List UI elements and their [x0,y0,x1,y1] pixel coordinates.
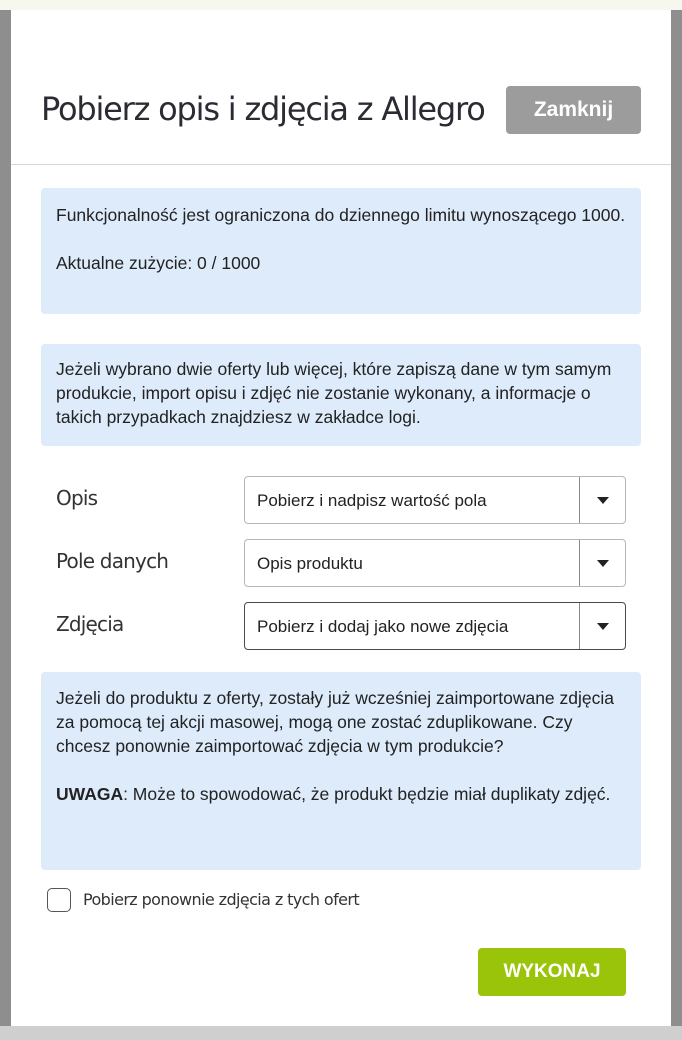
submit-button[interactable]: WYKONAJ [478,948,626,996]
page-backdrop-top [0,0,682,10]
reimport-checkbox[interactable] [47,888,71,912]
limit-info-text: Funkcjonalność jest ograniczona do dziennego limitu wynoszącego 1000. [56,205,626,225]
select-divider [579,540,580,586]
opis-select[interactable] [244,476,626,524]
select-divider [579,603,580,649]
form-row-zdjecia [41,602,641,650]
reimport-checkbox-row [47,886,547,914]
photos-warning-box [41,672,641,870]
form-row-pole-danych [41,539,641,587]
close-button[interactable]: Zamknij [506,86,641,134]
modal-header [11,10,671,165]
caret-down-icon[interactable] [597,623,609,630]
pole-danych-label: Pole danych [56,549,169,573]
zdjecia-select-value: Pobierz i dodaj jako nowe zdjęcia [257,617,509,636]
warning-label: UWAGA [56,784,124,804]
modal-title: Pobierz opis i zdjęcia z Allegro [41,90,485,128]
caret-down-icon[interactable] [597,497,609,504]
duplicate-info-text: Jeżeli wybrano dwie oferty lub więcej, które zapiszą dane w tym samym produkcie, import opisu i zdjęć nie zostanie wykonany, a informacje o takich przypadkach znajdziesz w zakładce logi. [56,359,612,427]
select-divider [579,477,580,523]
form-row-opis [41,476,641,524]
pole-danych-select-value: Opis produktu [257,554,363,573]
limit-info-box [41,188,641,314]
duplicate-info-box [41,344,641,446]
opis-label: Opis [56,486,98,510]
reimport-checkbox-label[interactable]: Pobierz ponownie zdjęcia z tych ofert [83,890,359,909]
usage-counter: Aktualne zużycie: 0 / 1000 [56,253,261,273]
zdjecia-label: Zdjęcia [56,612,124,636]
opis-select-value: Pobierz i nadpisz wartość pola [257,491,487,510]
caret-down-icon[interactable] [597,560,609,567]
page-backdrop-bottom [0,1026,682,1040]
import-modal [11,10,671,1026]
warning-text: : Może to spowodować, że produkt będzie miał duplikaty zdjęć. [123,784,611,804]
pole-danych-select[interactable] [244,539,626,587]
warning-paragraph [56,782,626,806]
photos-warning-text: Jeżeli do produktu z oferty, zostały już wcześniej zaimportowane zdjęcia za pomocą tej akcji masowej, mogą one zostać zduplikowane. Czy chcesz ponownie zaimportować zdjęcia w tym produkcie? [56,688,614,756]
zdjecia-select[interactable] [244,602,626,650]
